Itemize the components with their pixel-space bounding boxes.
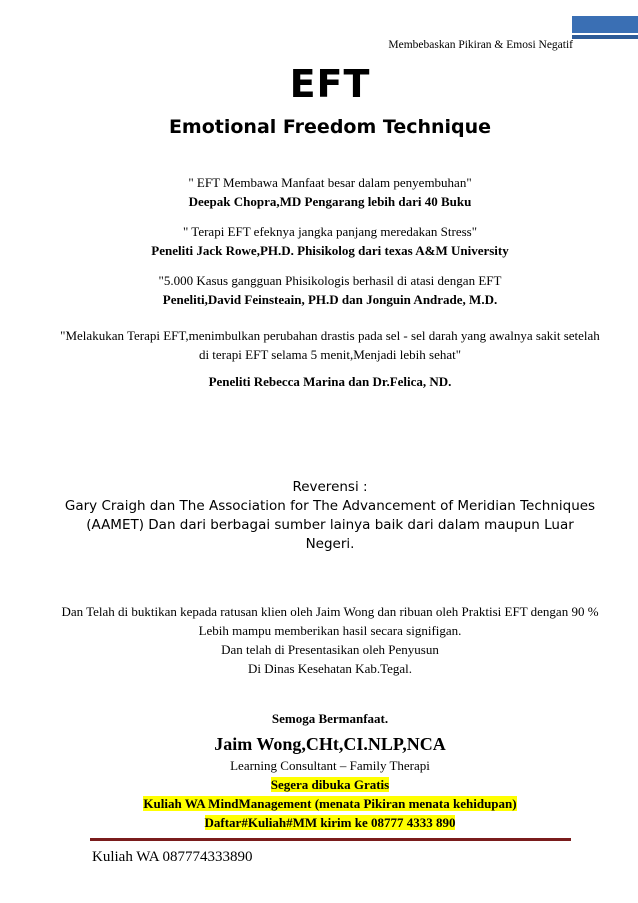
reference-heading: Reverensi : — [292, 479, 368, 495]
quote-block — [70, 222, 590, 260]
quote-source: Peneliti,David Feinsteain, PH.D dan Jonguin Andrade, M.D. — [162, 292, 498, 307]
author-role: Learning Consultant – Family Therapi — [230, 758, 430, 773]
promo-highlight: Segera dibuka Gratis — [270, 777, 390, 792]
running-header: Membebaskan Pikiran & Emosi Negatif — [388, 39, 573, 51]
quote-source: Peneliti Rebecca Marina dan Dr.Felica, ND. — [208, 374, 452, 389]
promo-highlight: Daftar#Kuliah#MM kirim ke 08777 4333 890 — [204, 815, 456, 830]
closing-greeting: Semoga Bermanfaat. — [271, 711, 389, 726]
footer-divider — [90, 838, 571, 841]
presentation-location: Di Dinas Kesehatan Kab.Tegal. — [247, 661, 413, 676]
quote-text: " EFT Membawa Manfaat besar dalam penyembuhan" — [188, 175, 472, 190]
reference-body: Gary Craigh dan The Association for The Advancement of Meridian Techniques (AAMET) Dan dari berbagai sumber lainya baik dari dalam maupun Luar Negeri. — [64, 498, 596, 552]
quote-source: Peneliti Jack Rowe,PH.D. Phisikolog dari texas A&M University — [151, 243, 509, 258]
quote-text: "Melakukan Terapi EFT,menimbulkan perubahan drastis pada sel - sel darah yang awalnya sakit setelah di terapi EFT selama 5 menit,Menjadi lebih sehat" — [60, 328, 600, 362]
page-subtitle: Emotional Freedom Technique — [168, 116, 492, 138]
quote-block — [80, 173, 580, 211]
proof-text: Dan Telah di buktikan kepada ratusan klien oleh Jaim Wong dan ribuan oleh Praktisi EFT dengan 90 % Lebih mampu memberikan hasil secara signifigan. — [61, 604, 599, 638]
footer-text: Kuliah WA 087774333890 — [92, 849, 253, 865]
author-name: Jaim Wong,CHt,CI.NLP,NCA — [214, 734, 446, 754]
quote-text: " Terapi EFT efeknya jangka panjang meredakan Stress" — [182, 224, 478, 239]
page-title: EFT — [289, 62, 371, 106]
quote-text: "5.000 Kasus gangguan Phisikologis berhasil di atasi dengan EFT — [158, 273, 502, 288]
quote-source: Deepak Chopra,MD Pengarang lebih dari 40 Buku — [188, 194, 472, 209]
reference-section — [60, 478, 600, 554]
quote-block — [60, 326, 600, 391]
header-accent-tab — [572, 16, 638, 33]
quote-block — [80, 271, 580, 309]
presentation-text: Dan telah di Presentasikan oleh Penyusun — [221, 642, 439, 657]
proof-section — [60, 602, 600, 678]
promo-highlight: Kuliah WA MindManagement (menata Pikiran menata kehidupan) — [143, 796, 517, 811]
closing-section — [60, 709, 600, 832]
